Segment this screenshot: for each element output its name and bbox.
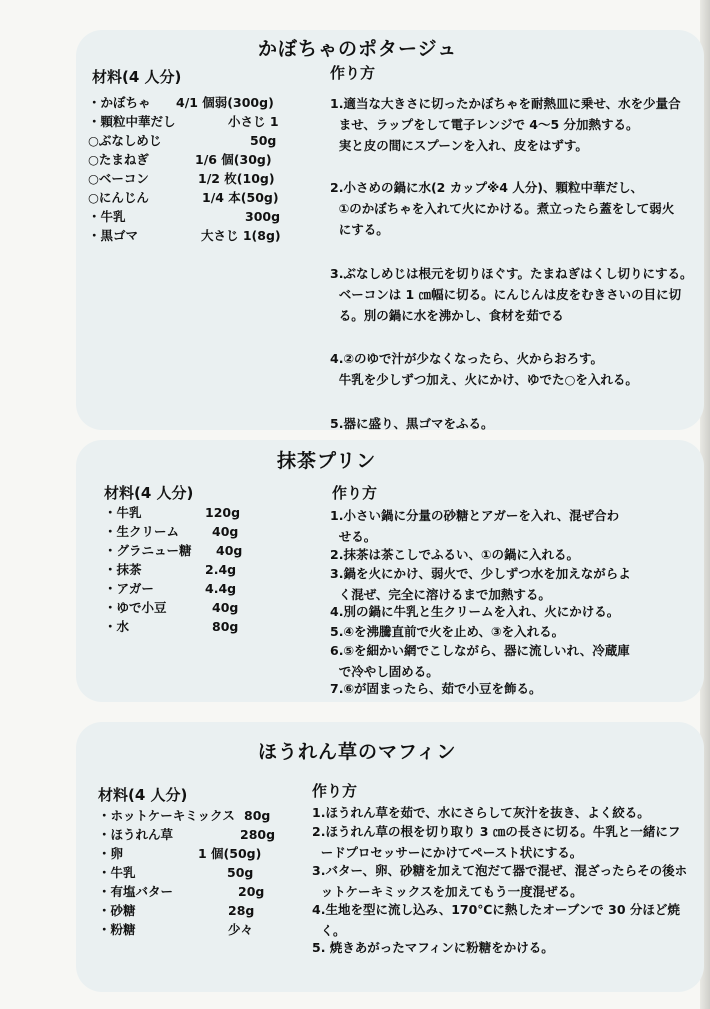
ingredient-row xyxy=(88,209,281,224)
ingredient-row xyxy=(88,171,275,186)
ingredient-name: ・ゆで小豆 xyxy=(104,600,167,615)
ingredient-quantity: 少々 xyxy=(228,922,254,937)
ingredient-quantity: 4/1 個弱(300g) xyxy=(176,95,274,110)
step-item: 5.④を沸騰直前で火を止め、③を入れる。 xyxy=(330,624,565,639)
ingredient-row xyxy=(98,808,271,823)
ingredient-name: ・牛乳 xyxy=(104,505,142,520)
ingredient-quantity: 50g xyxy=(250,133,277,148)
ingredient-row xyxy=(88,152,272,167)
step-item: 2.ほうれん草の根を切り取り 3 ㎝の長さに切る。牛乳と一緒にフ ードプロセッサーにかけてペースト状にする。 xyxy=(312,824,681,860)
ingredients-heading: 材料(4 人分) xyxy=(98,786,188,804)
ingredient-row xyxy=(88,95,274,110)
ingredient-row xyxy=(98,846,262,861)
step-item: 4.②のゆで汁が少なくなったら、火からおろす。 牛乳を少しずつ加え、火にかけ、ゆでた○を入れる。 xyxy=(330,351,638,387)
steps-heading: 作り方 xyxy=(332,484,378,502)
ingredient-quantity: 50g xyxy=(227,865,254,880)
ingredient-quantity: 28g xyxy=(228,903,255,918)
ingredient-row xyxy=(104,619,239,634)
recipe-title: ほうれん草のマフィン xyxy=(258,741,457,763)
step-item: 3.バター、卵、砂糖を加えて泡だて器で混ぜ、混ざったらその後ホ ットケーキミックスを加えてもう一度混ぜる。 xyxy=(312,863,688,899)
step-item: 2.小さめの鍋に水(2 カップ※4 人分)、顆粒中華だし、 ①のかぼちゃを入れて火にかける。煮立ったら蓋をして弱火 にする。 xyxy=(330,180,675,237)
ingredient-name: ○ぶなしめじ xyxy=(88,133,162,148)
ingredient-row xyxy=(88,133,277,148)
ingredient-name: ・牛乳 xyxy=(98,865,136,880)
step-item: 2.抹茶は茶こしでふるい、①の鍋に入れる。 xyxy=(330,547,580,562)
recipe-title: 抹茶プリン xyxy=(277,450,377,472)
ingredient-row xyxy=(104,543,243,558)
ingredient-quantity: 小さじ 1 xyxy=(228,114,279,129)
ingredient-quantity: 280g xyxy=(240,827,276,842)
step-item: 5. 焼きあがったマフィンに粉糖をかける。 xyxy=(312,940,554,955)
ingredient-row xyxy=(88,228,281,243)
ingredient-name: ・かぼちゃ xyxy=(88,95,151,110)
ingredient-row xyxy=(98,865,254,880)
ingredient-name: ・ほうれん草 xyxy=(98,827,174,842)
ingredient-row xyxy=(98,884,265,899)
step-item: 5.器に盛り、黒ゴマをふる。 xyxy=(330,416,494,431)
ingredient-row xyxy=(104,505,241,520)
ingredient-row xyxy=(98,922,254,937)
step-item: 3.鍋を火にかけ、弱火で、少しずつ水を加えながらよ く混ぜ、完全に溶けるまで加熱する。 xyxy=(330,566,631,602)
ingredient-row xyxy=(104,524,239,539)
step-item: 4.別の鍋に牛乳と生クリームを入れ、火にかける。 xyxy=(330,604,620,619)
ingredient-name: ○にんじん xyxy=(88,190,149,205)
ingredient-name: ・グラニュー糖 xyxy=(104,543,192,558)
ingredient-name: ・ホットケーキミックス xyxy=(98,808,235,823)
step-item: 1.適当な大きさに切ったかぼちゃを耐熱皿に乗せ、水を少量合 ませ、ラップをして電子レンジで 4～5 分加熱する。 実と皮の間にスプーンを入れ、皮をはずす。 xyxy=(330,96,681,153)
ingredient-row xyxy=(104,562,237,577)
ingredient-quantity: 120g xyxy=(205,505,241,520)
ingredient-name: ○たまねぎ xyxy=(88,152,149,167)
ingredient-quantity: 300g xyxy=(245,209,281,224)
ingredient-name: ・黒ゴマ xyxy=(88,228,139,243)
ingredient-row xyxy=(104,581,237,596)
ingredient-quantity: 40g xyxy=(216,543,243,558)
ingredient-name: ・顆粒中華だし xyxy=(88,114,176,129)
ingredient-row xyxy=(88,114,279,129)
ingredient-quantity: 4.4g xyxy=(205,581,237,596)
step-item: 4.生地を型に流し込み、170℃に熱したオーブンで 30 分ほど焼 く。 xyxy=(312,902,680,938)
ingredient-row xyxy=(98,903,255,918)
ingredient-quantity: 40g xyxy=(212,600,239,615)
steps-heading: 作り方 xyxy=(330,64,376,82)
ingredient-quantity: 1 個(50g) xyxy=(198,846,262,861)
step-item: 1.小さい鍋に分量の砂糖とアガーを入れ、混ぜ合わ せる。 xyxy=(330,508,620,544)
ingredients-heading: 材料(4 人分) xyxy=(92,68,182,86)
ingredient-name: ・卵 xyxy=(98,846,124,861)
ingredient-name: ・牛乳 xyxy=(88,209,126,224)
step-item: 7.⑥が固まったら、茹で小豆を飾る。 xyxy=(330,681,542,696)
ingredients-heading: 材料(4 人分) xyxy=(104,484,194,502)
step-item: 6.⑤を細かい網でこしながら、器に流しいれ、冷蔵庫 で冷やし固める。 xyxy=(330,643,630,679)
ingredient-quantity: 大さじ 1(8g) xyxy=(201,228,281,243)
ingredient-row xyxy=(88,190,279,205)
ingredient-name: ・粉糖 xyxy=(98,922,136,937)
ingredient-name: ○ベーコン xyxy=(88,171,149,186)
ingredient-row xyxy=(104,600,239,615)
ingredient-name: ・アガー xyxy=(104,581,154,596)
ingredient-quantity: 1/2 枚(10g) xyxy=(198,171,275,186)
step-item: 3.ぶなしめじは根元を切りほぐす。たまねぎはくし切りにする。 ベーコンは 1 ㎝幅に切る。にんじんは皮をむきさいの目に切 る。別の鍋に水を沸かし、食材を茹でる xyxy=(330,266,693,323)
step-item: 1.ほうれん草を茹で、水にさらして灰汁を抜き、よく絞る。 xyxy=(312,805,650,820)
ingredient-quantity: 1/6 個(30g) xyxy=(195,152,272,167)
ingredient-quantity: 2.4g xyxy=(205,562,237,577)
ingredient-quantity: 80g xyxy=(212,619,239,634)
ingredient-quantity: 20g xyxy=(238,884,265,899)
ingredient-quantity: 1/4 本(50g) xyxy=(202,190,279,205)
ingredient-row xyxy=(98,827,276,842)
steps-heading: 作り方 xyxy=(312,782,358,800)
recipe-title: かぼちゃのポタージュ xyxy=(258,38,458,60)
ingredient-name: ・生クリーム xyxy=(104,524,180,539)
ingredient-quantity: 40g xyxy=(212,524,239,539)
ingredient-name: ・抹茶 xyxy=(104,562,142,577)
ingredient-name: ・砂糖 xyxy=(98,903,136,918)
ingredient-name: ・有塩バター xyxy=(98,884,174,899)
ingredient-quantity: 80g xyxy=(244,808,271,823)
ingredient-name: ・水 xyxy=(104,619,130,634)
